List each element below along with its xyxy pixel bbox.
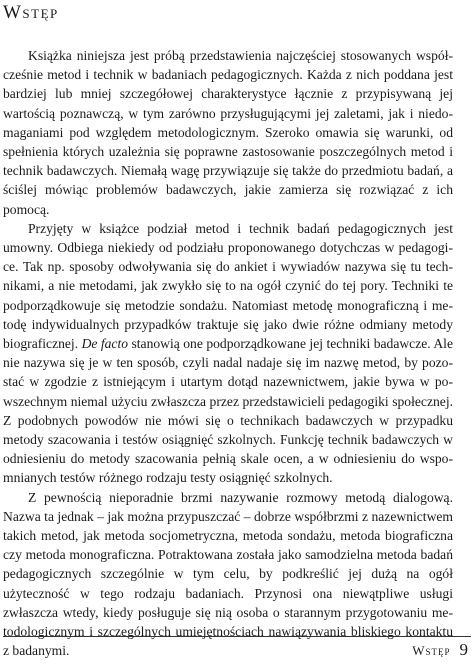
running-head: Wstęp xyxy=(412,643,451,658)
text-run: stanowią one podporządkowane jej techniki badawcze. Ale nie nazywa się je w ten sposób, czyli nadal nadaje się im nazwę metod, by pozostać w zgodzie z istniejącym i utartym dotąd nazewnictwem, jakie bywa w powszechnym niemal użyciu zwłaszcza przez przedstawicieli pedagogiki społecznej. Z podobnych powodów nie mówi się o technikach badawczych w przypadku metody szacowania i testów osiągnięć szkolnych. Funkcję technik badawczych w odniesieniu do metody szacowania pełnią skale ocen, a w odniesieniu do wspomnianych testów różnego rodzaju testy osiągnięć szkolnych. xyxy=(3,336,453,486)
italic-text: De facto xyxy=(81,336,129,352)
body-text xyxy=(3,46,453,661)
paragraph xyxy=(3,46,453,219)
footer-rule xyxy=(3,636,471,637)
text-run: Książka niniejsza jest próbą przedstawienia najczęściej stosowanych współcześnie metod i technik w badaniach pedagogicznych. Każda z nich poddana jest bardziej lub mniej szczegółowej charakterystyce łącznie z przypisywaną jej wartością poznawczą, w tym zarówno przysługującymi jej zaletami, jak i niedomaganiami pod względem metodologicznym. Szeroko omawia się warunki, od spełnienia których uzależnia się poprawne zastosowanie poszczególnych metod i technik badawczych. Niemałą wagę przywiązuje się także do przedmiotu badań, a ściślej mówiąc problemów badawczych, jakie zamierza się rozwiązać z ich pomocą. xyxy=(3,48,453,217)
chapter-heading: Wstęp xyxy=(3,2,59,23)
paragraph xyxy=(3,488,453,661)
text-run: Przyjęty w książce podział metod i technik badań pedagogicznych jest umowny. Odbiega niekiedy od podziału proponowanego dotychczas w pedagogice. Tak np. sposoby odwoływania się do ankiet i wywiadów nazywa się tu technikami, a nie metodami, jak zwykło się to na ogół czynić do tej pory. Techniki te podporządkowuje się metodzie sondażu. Natomiast metodę monograficzną i metodę indywidualnych przypadków traktuje się jako dwie różne odmiany metody biograficznej. xyxy=(3,220,453,352)
page-number: 9 xyxy=(459,640,468,659)
paragraph xyxy=(3,219,453,488)
text-run: Z pewnością nieporadnie brzmi nazywanie rozmowy metodą dialogową. Nazwa ta jednak – jak można przypuszczać – dobrze współbrzmi z nazewnictwem takich metod, jak metoda socjometryczna, metoda sondażu, metoda biograficzna czy metoda monograficzna. Potraktowana została jako samodzielna metoda badań pedagogicznych szczególnie w tym celu, by podkreślić jej dużą na ogół użyteczność w tego rodzaju badaniach. Przynosi ona niewątpliwe usługi zwłaszcza wtedy, kiedy posługuje się nią osoba o starannym przygotowaniu metodologicznym i szczególnych umiejętnościach nawiązywania bliskiego kontaktu z badanymi. xyxy=(3,489,453,659)
page-footer xyxy=(412,640,468,660)
